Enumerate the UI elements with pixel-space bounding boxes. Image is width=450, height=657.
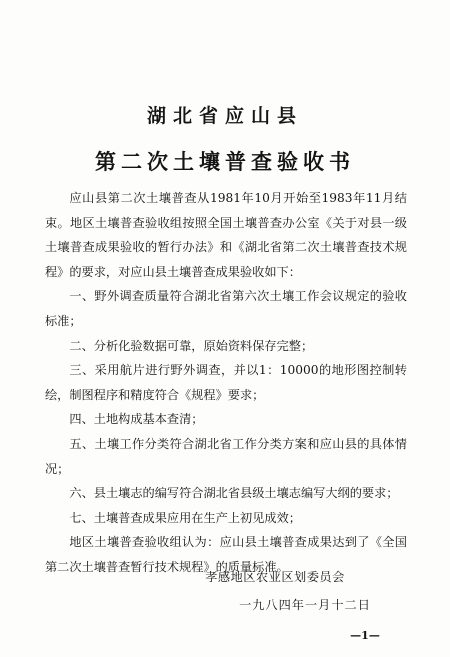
page-number: —1—: [350, 629, 380, 642]
document-title-main: 第二次土壤普查验收书: [95, 149, 355, 174]
paragraph-item-4: 四、土地构成基本查清；: [69, 412, 204, 427]
paragraph-intro: 应山县第二次土壤普查从1981年10月开始至1983年11月结束。地区土壤普查验收组按照全国土壤普查办公室《关于对县一级土壤普查成果验收的暂行办法》和《湖北省第二次土壤普查技术规程》的要求，对应山县土壤普查成果验收如下：: [45, 191, 407, 279]
document-body: [45, 186, 407, 580]
paragraph-item-5: 五、土壤工作分类符合湖北省工作分类方案和应山县的具体情况；: [45, 436, 407, 476]
paragraph-item-6: 六、县土壤志的编写符合湖北省县级土壤志编写大纲的要求；: [69, 486, 399, 501]
paragraph-item-7: 七、土壤普查成果应用在生产上初见成效；: [69, 510, 301, 525]
paragraph-item-1: 一、野外调查质量符合湖北省第六次土壤工作会议规定的验收标准；: [45, 289, 407, 328]
paragraph-item-3: 三、采用航片进行野外调查，并以1：10000的地形图控制转绘，制图程序和精度符合《规程》要求；: [45, 363, 407, 402]
paragraph-item-2: 二、分析化验数据可靠，原始资料保存完整；: [69, 338, 314, 353]
document-title-county: 湖北省应山县: [146, 105, 303, 127]
paragraph-conclusion: 地区土壤普查验收组认为：应山县土壤普查成果达到了《全国第二次土壤普查暂行技术规程》的质量标准。: [45, 535, 407, 574]
signature-organization: 孝感地区农业区划委员会: [205, 570, 345, 584]
signature-date: 一九八四年一月十二日: [239, 598, 371, 612]
